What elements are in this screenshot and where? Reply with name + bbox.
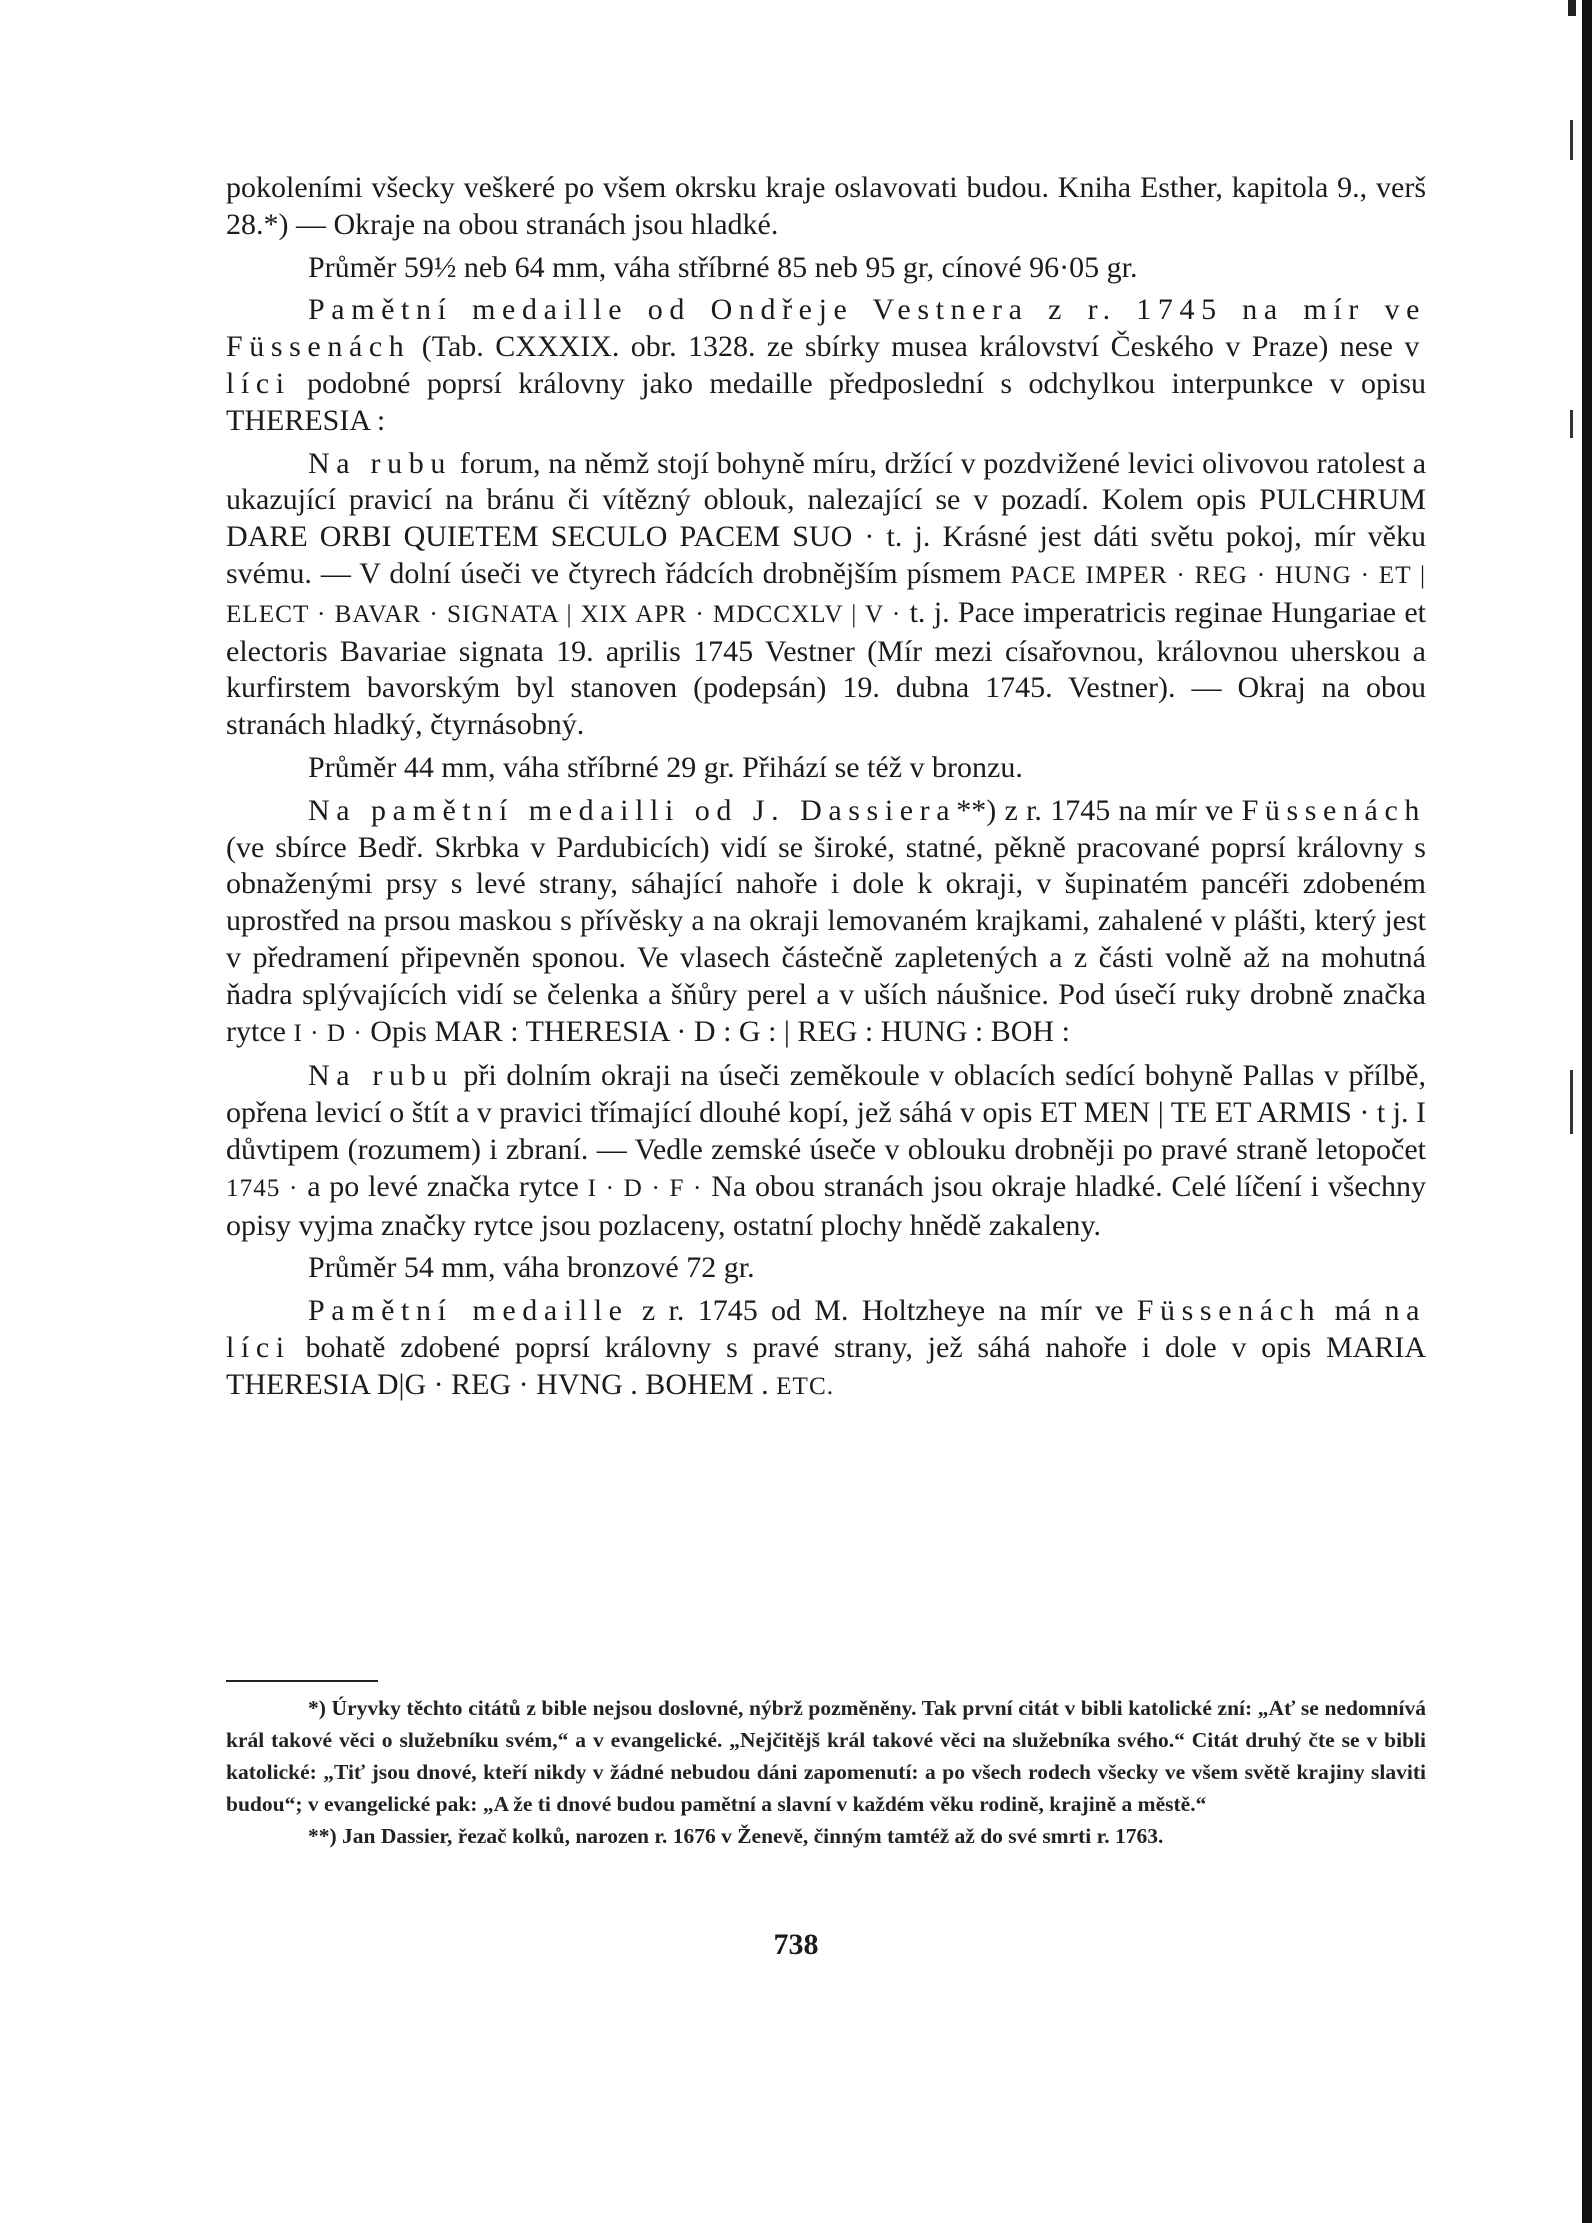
paragraph (226, 1293, 1426, 1405)
paragraph (226, 446, 1426, 744)
scan-border-right (1582, 0, 1592, 2223)
small-caps-inscription: I · D · (293, 1019, 363, 1047)
text-run: (Tab. CXXXIX. obr. 1328. ze sbírky musea království Českého v Praze) nese (410, 330, 1405, 364)
text-run: Průměr 54 mm, váha bronzové 72 gr. (308, 1251, 755, 1285)
scan-edge-mark (1570, 1070, 1573, 1134)
text-run: bohatě zdobené poprsí královny s pravé strany, jež sáhá nahoře i dole v opis MARIA THERESIA D|G · REG · HVNG . BOHEM . (226, 1330, 1426, 1401)
paragraph (226, 1058, 1426, 1244)
spaced-emphasis: Na pamětní medailli od J. Dassiera (308, 793, 957, 827)
spaced-emphasis: na líci (226, 1294, 1426, 1364)
paragraph (226, 170, 1426, 244)
spaced-emphasis: Füssenách (1241, 793, 1426, 827)
footnote: *) Úryvky těchto citátů z bible nejsou doslovné, nýbrž pozměněny. Tak první citát v bibli katolické zní: „Ať se nedomnívá král takové věci o služebníku svém,“ a v evangelické. „Nejčitějš král takové věci na služebníka svého.“ Citát druhý čte se v bibli katolické: „Tiť jsou dnové, kteří nikdy v žádné nebudou dáni zapomenutí: a po všech rodech všecky ve všem světě krajiny slaviti budou“; v evangelické pak: „A že ti dnové budou pamětní a slavní v každém věku rodině, krajině a městě.“ (226, 1696, 1426, 1816)
text-run: **) z r. 1745 na mír ve (956, 793, 1242, 827)
spaced-emphasis: Na rubu (308, 1059, 454, 1093)
scan-edge-mark (1570, 120, 1573, 160)
footnotes (226, 1692, 1426, 1852)
text-run: z r. 1745 od M. Holtzheye na mír ve (628, 1294, 1137, 1328)
text-run: Průměr 44 mm, váha stříbrné 29 gr. Přihází se též v bronzu. (308, 750, 1023, 784)
scan-edge-mark (1570, 410, 1573, 438)
text-run: při dolním okraji na úseči zeměkoule v oblacích sedící bohyně Pallas v přílbě, opřena levicí o štít a v pravici třímající dlouhé kopí, jež sáhá v opis ET MEN | TE ET ARMIS · t j. I důvtipem (rozumem) i zbraní. — Vedle zemské úseče v oblouku drobněji po pravé straně letopočet (226, 1059, 1426, 1166)
spaced-emphasis: Na rubu (308, 446, 452, 480)
spaced-emphasis: Pamětní medaille od Ondřeje Vestnera z r. 1745 na mír ve Füssenách (226, 293, 1426, 364)
small-caps-inscription: 1745 · (226, 1174, 299, 1202)
paragraph (226, 793, 1426, 1053)
text-run: (ve sbírce Bedř. Skrbka v Pardubicích) vidí se široké, statné, pěkně pracované poprsí královny s obnaženými prsy s levé strany, sáhající nahoře i dole k okraji, v šupinatém pancéři zdobeném uprostřed na prsou maskou s přívěsky a na okraji lemovaném krajkami, zahalené v plášti, který jest v předramení připevněn sponou. Ve vlasech částečně zapletených a z části volně až na mohutná ňadra splývajících vidí se čelenka a šňůry perel a v uších náušnice. Pod úsečí ruky drobně značka rytce (226, 830, 1426, 1048)
paragraph (226, 1250, 1426, 1287)
spaced-emphasis: v líci (226, 330, 1426, 400)
scan-border-mark (1568, 0, 1576, 16)
text-run: Na obou stranách jsou okraje hladké. Celé líčení i všechny opisy vyjma značky rytce jsou pozlaceny, ostatní plochy hnědě zakaleny. (226, 1169, 1427, 1242)
text-run: Průměr 59½ neb 64 mm, váha stříbrné 85 neb 95 gr, cínové 96·05 gr. (308, 250, 1138, 284)
spaced-emphasis: Füssenách (1136, 1294, 1322, 1328)
text-run: forum, na němž stojí bohyně míru, držící v pozdvižené levici olivovou ratolest a ukazující pravicí na bránu či vítězný oblouk, nalezající se v pozadí. Kolem opis PULCHRUM DARE ORBI QUIETEM SECULO PACEM SUO · t. j. Krásné jest dáti světu pokoj, mír věku svému. — V dolní úseči ve čtyrech řádcích drobnějším písmem (226, 446, 1427, 590)
paragraph (226, 750, 1426, 787)
text-run: má (1321, 1294, 1385, 1328)
spaced-emphasis: Pamětní medaille (308, 1294, 629, 1328)
text-run: a po levé značka rytce (298, 1169, 588, 1203)
text-run: pokoleními všecky veškeré po všem okrsku kraje oslavovati budou. Kniha Esther, kapitola 9., verš 28.*) — Okraje na obou stranách jsou hladké. (226, 171, 1426, 241)
text-run: t. j. Pace imperatricis reginae Hungariae et electoris Bavariae signata 19. aprilis 1745 Vestner (Mír mezi císařovnou, královnou uherskou a kurfirstem bavorským byl stanoven (podepsán) 19. dubna 1745. Vestner). — Okraj na obou stranách hladký, čtyrnásobný. (226, 595, 1426, 742)
text-run: podobné poprsí královny jako medaille předposlední s odchylkou interpunkce v opisu THERESIA : (226, 366, 1426, 437)
page-number: 738 (773, 1928, 819, 1961)
text-run: Opis MAR : THERESIA · D : G : | REG : HUNG : BOH : (362, 1014, 1070, 1048)
small-caps-inscription: PACE IMPER · REG · HUNG · ET | ELECT · BAVAR · SIGNATA | XIX APR · MDCCXLV | V · (226, 561, 1426, 628)
paragraph (226, 292, 1426, 439)
footnote-rule (226, 1680, 378, 1682)
page-body (226, 170, 1426, 1406)
small-caps-inscription: ETC. (776, 1372, 835, 1400)
small-caps-inscription: I · D · F · (587, 1174, 703, 1202)
footnote: **) Jan Dassier, řezač kolků, narozen r. 1676 v Ženevě, činným tamtéž až do své smrti r. 1763. (308, 1824, 1164, 1848)
paragraph (226, 250, 1426, 287)
